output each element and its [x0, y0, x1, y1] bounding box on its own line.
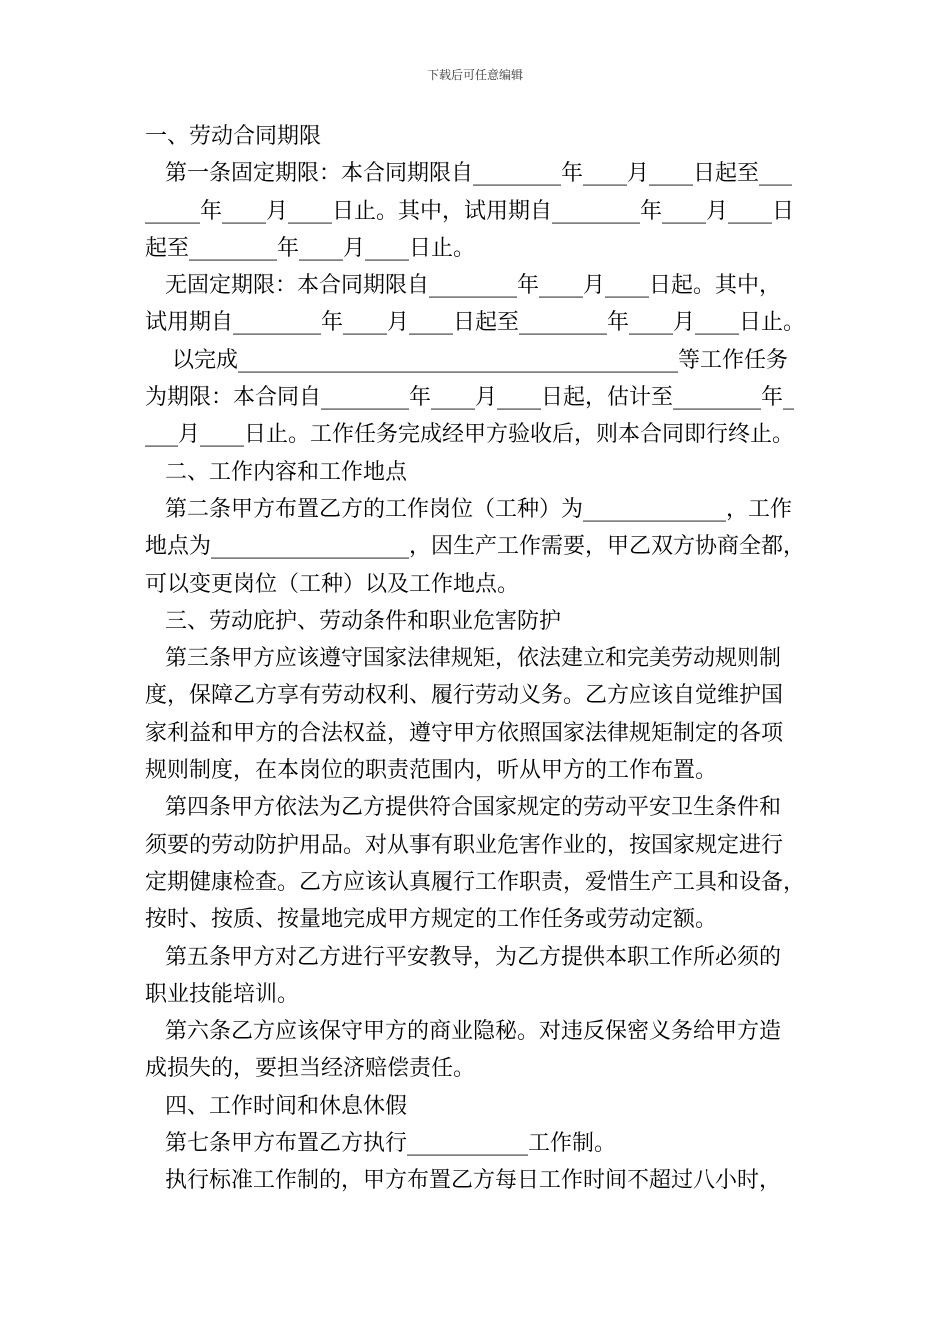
- article-3-line-1: 第三条甲方应该遵守国家法律规矩，依法建立和完美劳动规则制: [165, 646, 782, 672]
- article-3-line-2: 度，保障乙方享有劳动权利、履行劳动义务。乙方应该自觉维护国: [145, 683, 784, 709]
- article-2-line-3: 可以变更岗位（工种）以及工作地点。: [145, 571, 520, 597]
- document-body: [145, 118, 825, 1200]
- article-1-line-2: _____年____月____日止。其中，试用期自________年____月____日: [145, 198, 795, 224]
- article-7-line-1: 第七条甲方布置乙方执行___________工作制。: [165, 1131, 617, 1157]
- standard-hours-line-1: 执行标准工作制的，甲方布置乙方每日工作时间不超过八小时，: [165, 1168, 782, 1194]
- article-4-line-4: 按时、按质、按量地完成甲方规定的工作任务或劳动定额。: [145, 907, 718, 933]
- article-1-line-3: 起至________年____月____日止。: [145, 235, 476, 261]
- article-4-line-3: 定期健康检查。乙方应该认真履行工作职责，爱惜生产工具和设备，: [145, 869, 806, 895]
- article-3-line-4: 规则制度，在本岗位的职责范围内，听从甲方的工作布置。: [145, 758, 718, 784]
- article-3-line-3: 家利益和甲方的合法权益，遵守甲方依照国家法律规矩制定的各项: [145, 720, 784, 746]
- article-6-line-2: 成损失的，要担当经济赔偿责任。: [145, 1056, 476, 1082]
- task-term-line-3: ___月____日止。工作任务完成经甲方验收后，则本合同即行终止。: [145, 422, 795, 448]
- article-4-line-1: 第四条甲方依法为乙方提供符合国家规定的劳动平安卫生条件和: [165, 795, 782, 821]
- section-heading-2: 二、工作内容和工作地点: [165, 459, 408, 485]
- article-2-line-2: 地点为__________________，因生产工作需要，甲乙双方协商全都，: [145, 534, 806, 560]
- section-heading-1: 一、劳动合同期限: [145, 124, 322, 149]
- article-5-line-1: 第五条甲方对乙方进行平安教导，为乙方提供本职工作所必须的: [165, 944, 782, 970]
- indefinite-term-line-2: 试用期自________年____月____日起至________年____月____日止。: [145, 310, 806, 336]
- page-header: 下载后可任意编辑: [426, 68, 523, 82]
- article-5-line-2: 职业技能培训。: [145, 981, 300, 1007]
- article-6-line-1: 第六条乙方应该保守甲方的商业隐秘。对违反保密义务给甲方造: [165, 1019, 782, 1045]
- article-2-line-1: 第二条甲方布置乙方的工作岗位（工种）为_____________，工作: [165, 496, 793, 522]
- article-1-line-1: 第一条固定期限：本合同期限自________年____月____日起至___: [165, 161, 793, 187]
- article-4-line-2: 须要的劳动防护用品。对从事有职业危害作业的，按国家规定进行: [145, 832, 784, 858]
- indefinite-term-line-1: 无固定期限：本合同期限自________年____月____日起。其中，: [165, 273, 782, 299]
- task-term-line-2: 为期限：本合同自________年____月____日起，估计至________年_: [145, 385, 795, 411]
- section-heading-3: 三、劳动庇护、劳动条件和职业危害防护: [165, 608, 562, 634]
- section-heading-4: 四、工作时间和休息休假: [165, 1093, 408, 1119]
- task-term-line-1: 以完成________________________________________等工作任务: [172, 347, 789, 373]
